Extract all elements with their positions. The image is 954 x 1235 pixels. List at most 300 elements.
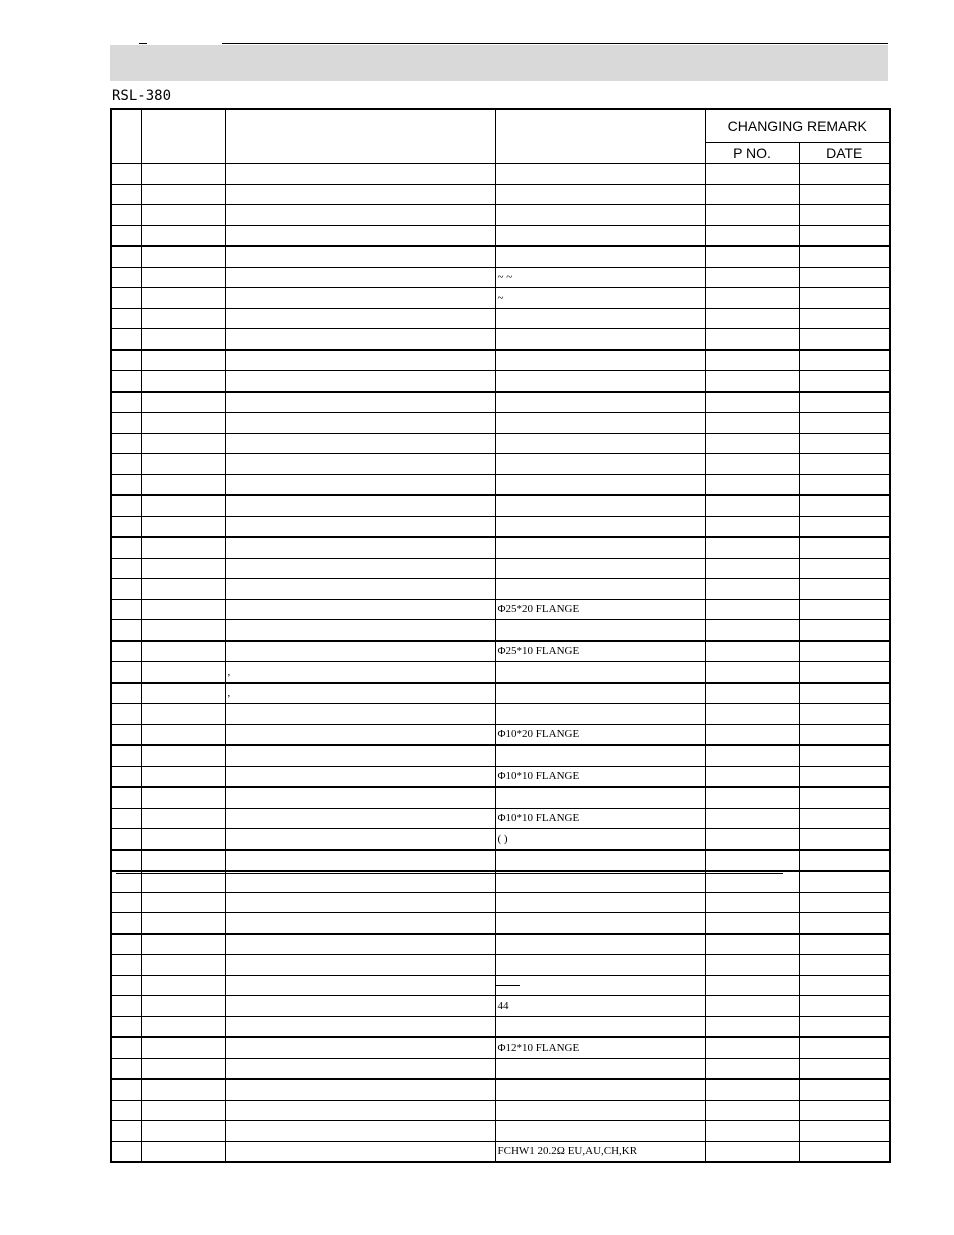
cell-part-no — [141, 704, 225, 725]
cell-part-no — [141, 724, 225, 745]
cell-part-name — [225, 495, 495, 516]
cell-part-no — [141, 1037, 225, 1058]
cell-part-name — [225, 787, 495, 808]
table-row — [111, 1141, 890, 1162]
cell-part-name — [225, 474, 495, 495]
table-row — [111, 184, 890, 205]
cell-date — [799, 433, 890, 454]
cell-date — [799, 975, 890, 996]
table-row — [111, 766, 890, 787]
cell-no — [111, 996, 141, 1017]
cell-part-name — [225, 1100, 495, 1121]
cell-part-name — [225, 537, 495, 558]
cell-spec — [495, 579, 705, 600]
table-row — [111, 1121, 890, 1142]
cell-p-no — [705, 641, 799, 662]
cell-p-no — [705, 495, 799, 516]
cell-part-name — [225, 392, 495, 413]
cell-no — [111, 1016, 141, 1037]
cell-p-no — [705, 433, 799, 454]
cell-p-no — [705, 955, 799, 976]
cell-no — [111, 1079, 141, 1100]
cell-p-no — [705, 579, 799, 600]
cell-date — [799, 871, 890, 892]
cell-part-no — [141, 892, 225, 913]
cell-date — [799, 164, 890, 185]
cell-date — [799, 537, 890, 558]
cell-no — [111, 246, 141, 267]
cell-spec — [495, 683, 705, 704]
cell-date — [799, 1121, 890, 1142]
date-header: DATE — [799, 143, 890, 164]
table-row — [111, 1016, 890, 1037]
cell-no — [111, 641, 141, 662]
cell-spec — [495, 184, 705, 205]
cell-date — [799, 1141, 890, 1162]
cell-date — [799, 1037, 890, 1058]
cell-spec — [495, 413, 705, 434]
table-row — [111, 433, 890, 454]
cell-spec — [495, 871, 705, 892]
table-row — [111, 724, 890, 745]
cell-part-no — [141, 184, 225, 205]
cell-part-name — [225, 246, 495, 267]
table-row — [111, 850, 890, 872]
p-no-header: P NO. — [705, 143, 799, 164]
cell-part-no — [141, 205, 225, 226]
cell-p-no — [705, 975, 799, 996]
cell-no — [111, 267, 141, 288]
cell-part-name — [225, 766, 495, 787]
cell-part-name — [225, 558, 495, 579]
cell-spec — [495, 850, 705, 872]
cell-no — [111, 1141, 141, 1162]
cell-p-no — [705, 1016, 799, 1037]
cell-spec — [495, 558, 705, 579]
cell-part-no — [141, 579, 225, 600]
cell-no — [111, 558, 141, 579]
table-row — [111, 308, 890, 329]
table-row — [111, 704, 890, 725]
cell-p-no — [705, 1100, 799, 1121]
cell-date — [799, 413, 890, 434]
table-row — [111, 371, 890, 392]
table-row — [111, 267, 890, 288]
cell-no — [111, 454, 141, 475]
cell-no — [111, 662, 141, 683]
table-row — [111, 683, 890, 704]
cell-date — [799, 1058, 890, 1079]
short-underline — [496, 985, 520, 986]
cell-part-name — [225, 184, 495, 205]
cell-part-no — [141, 745, 225, 766]
cell-no — [111, 308, 141, 329]
cell-p-no — [705, 413, 799, 434]
cell-spec: ~ — [495, 288, 705, 309]
cell-no — [111, 371, 141, 392]
cell-p-no — [705, 454, 799, 475]
cell-part-no — [141, 474, 225, 495]
cell-part-no — [141, 1079, 225, 1100]
cell-part-no — [141, 662, 225, 683]
cell-no — [111, 871, 141, 892]
table-row — [111, 641, 890, 662]
cell-no — [111, 745, 141, 766]
cell-part-name — [225, 1121, 495, 1142]
cell-spec — [495, 1016, 705, 1037]
cell-p-no — [705, 246, 799, 267]
cell-date — [799, 392, 890, 413]
cell-p-no — [705, 850, 799, 872]
cell-no — [111, 329, 141, 350]
cell-date — [799, 288, 890, 309]
cell-spec — [495, 205, 705, 226]
cell-no — [111, 205, 141, 226]
header-part-no — [141, 109, 225, 164]
cell-part-no — [141, 433, 225, 454]
cell-date — [799, 934, 890, 955]
cell-p-no — [705, 808, 799, 829]
cell-spec — [495, 454, 705, 475]
cell-date — [799, 1100, 890, 1121]
cell-date — [799, 474, 890, 495]
cell-p-no — [705, 599, 799, 620]
cell-p-no — [705, 934, 799, 955]
cell-part-name — [225, 1016, 495, 1037]
cell-p-no — [705, 1121, 799, 1142]
cell-p-no — [705, 892, 799, 913]
cell-no — [111, 164, 141, 185]
cell-date — [799, 955, 890, 976]
table-row — [111, 474, 890, 495]
cell-part-name — [225, 955, 495, 976]
cell-part-no — [141, 787, 225, 808]
cell-part-name — [225, 413, 495, 434]
cell-no — [111, 1037, 141, 1058]
cell-no — [111, 975, 141, 996]
cell-date — [799, 829, 890, 850]
cell-p-no — [705, 766, 799, 787]
cell-date — [799, 787, 890, 808]
cell-part-name — [225, 829, 495, 850]
cell-p-no — [705, 724, 799, 745]
cell-spec — [495, 745, 705, 766]
cell-date — [799, 350, 890, 371]
cell-part-no — [141, 308, 225, 329]
top-rule — [222, 43, 888, 44]
cell-p-no — [705, 1141, 799, 1162]
cell-p-no — [705, 1058, 799, 1079]
cell-no — [111, 850, 141, 872]
cell-part-name — [225, 205, 495, 226]
cell-spec — [495, 371, 705, 392]
cell-no — [111, 537, 141, 558]
cell-no — [111, 829, 141, 850]
cell-spec: FCHW1 20.2Ω EU,AU,CH,KR — [495, 1141, 705, 1162]
cell-spec — [495, 620, 705, 641]
cell-part-name — [225, 350, 495, 371]
table-row — [111, 1037, 890, 1058]
cell-no — [111, 495, 141, 516]
cell-part-name — [225, 308, 495, 329]
cell-part-name — [225, 454, 495, 475]
cell-part-name — [225, 724, 495, 745]
cell-spec — [495, 516, 705, 537]
title-bar — [110, 45, 888, 81]
cell-part-no — [141, 975, 225, 996]
cell-spec: Φ25*10 FLANGE — [495, 641, 705, 662]
cell-part-name — [225, 1058, 495, 1079]
cell-spec — [495, 495, 705, 516]
cell-part-no — [141, 808, 225, 829]
cell-spec — [495, 392, 705, 413]
cell-part-name: , — [225, 683, 495, 704]
cell-p-no — [705, 267, 799, 288]
table-row — [111, 996, 890, 1017]
cell-spec: Φ10*10 FLANGE — [495, 808, 705, 829]
cell-date — [799, 454, 890, 475]
cell-spec — [495, 474, 705, 495]
cell-p-no — [705, 996, 799, 1017]
cell-no — [111, 683, 141, 704]
cell-spec — [495, 225, 705, 246]
cell-part-no — [141, 620, 225, 641]
cell-no — [111, 579, 141, 600]
cell-spec — [495, 704, 705, 725]
table-row — [111, 599, 890, 620]
cell-part-name — [225, 225, 495, 246]
cell-part-no — [141, 1121, 225, 1142]
cell-date — [799, 308, 890, 329]
cell-p-no — [705, 225, 799, 246]
table-row — [111, 205, 890, 226]
cell-part-no — [141, 558, 225, 579]
cell-part-no — [141, 955, 225, 976]
table-row — [111, 955, 890, 976]
cell-p-no — [705, 350, 799, 371]
cell-p-no — [705, 1037, 799, 1058]
cell-date — [799, 516, 890, 537]
header-part-name — [225, 109, 495, 164]
cell-part-no — [141, 683, 225, 704]
cell-no — [111, 1058, 141, 1079]
cell-no — [111, 955, 141, 976]
cell-p-no — [705, 184, 799, 205]
cell-spec — [495, 308, 705, 329]
cell-part-no — [141, 996, 225, 1017]
cell-part-no — [141, 225, 225, 246]
table-row — [111, 808, 890, 829]
cell-part-no — [141, 454, 225, 475]
cell-part-name — [225, 288, 495, 309]
cell-no — [111, 913, 141, 934]
cell-date — [799, 724, 890, 745]
cell-no — [111, 704, 141, 725]
cell-no — [111, 724, 141, 745]
cell-no — [111, 787, 141, 808]
cell-spec — [495, 1079, 705, 1100]
cell-spec — [495, 913, 705, 934]
cell-date — [799, 850, 890, 872]
strike-line — [116, 873, 783, 874]
cell-date — [799, 579, 890, 600]
cell-p-no — [705, 704, 799, 725]
cell-part-no — [141, 516, 225, 537]
cell-part-no — [141, 766, 225, 787]
table-row — [111, 871, 890, 892]
cell-date — [799, 808, 890, 829]
cell-part-no — [141, 537, 225, 558]
cell-p-no — [705, 913, 799, 934]
cell-part-no — [141, 1141, 225, 1162]
cell-part-no — [141, 1058, 225, 1079]
cell-part-name — [225, 433, 495, 454]
table-row — [111, 350, 890, 371]
cell-no — [111, 599, 141, 620]
cell-date — [799, 205, 890, 226]
cell-date — [799, 225, 890, 246]
cell-no — [111, 892, 141, 913]
cell-date — [799, 371, 890, 392]
cell-part-no — [141, 913, 225, 934]
cell-p-no — [705, 288, 799, 309]
cell-date — [799, 184, 890, 205]
cell-part-no — [141, 495, 225, 516]
cell-p-no — [705, 745, 799, 766]
cell-p-no — [705, 474, 799, 495]
header-spec — [495, 109, 705, 164]
cell-no — [111, 516, 141, 537]
cell-p-no — [705, 205, 799, 226]
cell-spec — [495, 329, 705, 350]
cell-spec: 44 — [495, 996, 705, 1017]
cell-date — [799, 913, 890, 934]
cell-spec: Φ10*20 FLANGE — [495, 724, 705, 745]
cell-part-no — [141, 267, 225, 288]
cell-no — [111, 225, 141, 246]
cell-part-no — [141, 288, 225, 309]
cell-date — [799, 766, 890, 787]
cell-date — [799, 662, 890, 683]
cell-date — [799, 558, 890, 579]
changing-remark-header: CHANGING REMARK — [705, 109, 890, 143]
table-row — [111, 413, 890, 434]
cell-no — [111, 1100, 141, 1121]
cell-part-no — [141, 413, 225, 434]
cell-no — [111, 184, 141, 205]
cell-p-no — [705, 829, 799, 850]
cell-no — [111, 808, 141, 829]
table-row — [111, 495, 890, 516]
cell-spec — [495, 350, 705, 371]
cell-part-name — [225, 329, 495, 350]
top-rule-short — [139, 43, 147, 44]
table-row — [111, 329, 890, 350]
cell-spec — [495, 955, 705, 976]
table-row — [111, 829, 890, 850]
table-row — [111, 745, 890, 766]
cell-p-no — [705, 558, 799, 579]
cell-spec — [495, 1058, 705, 1079]
cell-part-name — [225, 934, 495, 955]
table-row — [111, 913, 890, 934]
cell-no — [111, 934, 141, 955]
cell-part-name — [225, 1037, 495, 1058]
table-row — [111, 516, 890, 537]
cell-p-no — [705, 392, 799, 413]
table-row — [111, 579, 890, 600]
cell-part-no — [141, 329, 225, 350]
table-row — [111, 1079, 890, 1100]
cell-part-name — [225, 164, 495, 185]
table-row — [111, 558, 890, 579]
cell-spec — [495, 934, 705, 955]
cell-p-no — [705, 620, 799, 641]
cell-part-no — [141, 599, 225, 620]
cell-date — [799, 641, 890, 662]
cell-p-no — [705, 371, 799, 392]
table-row — [111, 787, 890, 808]
cell-part-name — [225, 620, 495, 641]
cell-date — [799, 246, 890, 267]
cell-spec — [495, 164, 705, 185]
cell-date — [799, 620, 890, 641]
cell-p-no — [705, 683, 799, 704]
cell-spec — [495, 433, 705, 454]
cell-p-no — [705, 164, 799, 185]
cell-no — [111, 1121, 141, 1142]
cell-spec: ( ) — [495, 829, 705, 850]
cell-part-name — [225, 704, 495, 725]
cell-p-no — [705, 1079, 799, 1100]
cell-spec — [495, 662, 705, 683]
cell-part-no — [141, 1016, 225, 1037]
cell-p-no — [705, 308, 799, 329]
cell-spec — [495, 975, 705, 996]
table-row — [111, 892, 890, 913]
cell-date — [799, 996, 890, 1017]
cell-date — [799, 1079, 890, 1100]
cell-part-name — [225, 579, 495, 600]
cell-spec: Φ12*10 FLANGE — [495, 1037, 705, 1058]
cell-part-no — [141, 641, 225, 662]
table-row — [111, 662, 890, 683]
table-row — [111, 225, 890, 246]
cell-date — [799, 745, 890, 766]
cell-no — [111, 620, 141, 641]
cell-part-name — [225, 1141, 495, 1162]
cell-no — [111, 392, 141, 413]
cell-part-name — [225, 892, 495, 913]
cell-spec — [495, 1100, 705, 1121]
table-row — [111, 620, 890, 641]
cell-part-no — [141, 871, 225, 892]
cell-p-no — [705, 787, 799, 808]
table-row — [111, 288, 890, 309]
cell-part-name: , — [225, 662, 495, 683]
cell-no — [111, 433, 141, 454]
table-row — [111, 1058, 890, 1079]
cell-spec — [495, 246, 705, 267]
cell-part-name — [225, 850, 495, 872]
cell-part-no — [141, 850, 225, 872]
cell-part-name — [225, 871, 495, 892]
cell-part-name — [225, 599, 495, 620]
table-row — [111, 537, 890, 558]
cell-no — [111, 413, 141, 434]
cell-part-name — [225, 641, 495, 662]
cell-p-no — [705, 329, 799, 350]
